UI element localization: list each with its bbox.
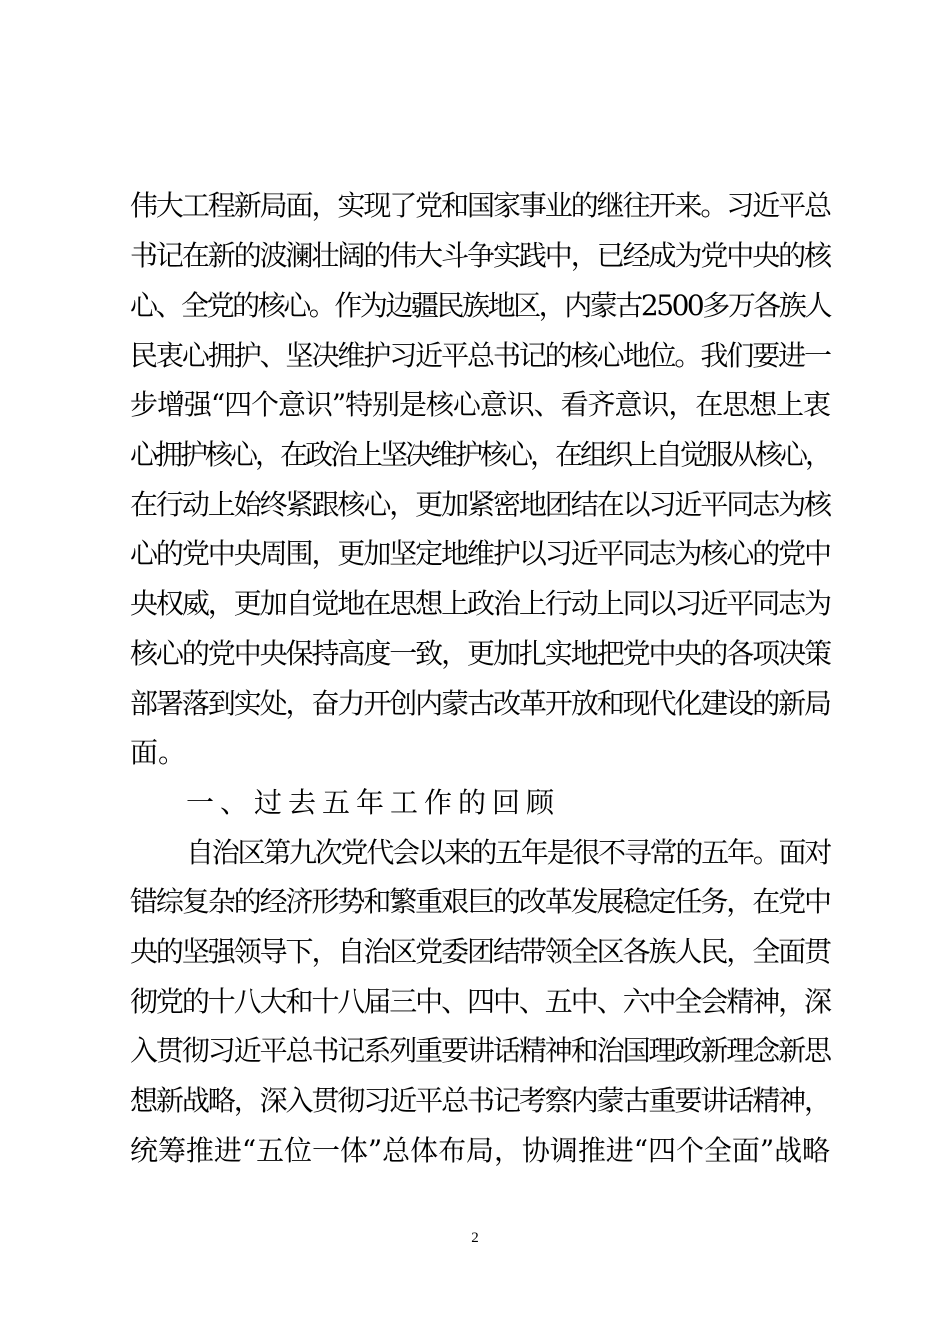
text-line: 心的党中央周围，更加坚定地维护以习近平同志为核心的党中 [130,537,830,570]
text-line: 央的坚强领导下，自治区党委团结带领全区各族人民，全面贯 [130,935,830,968]
text-line: 心拥护核心，在政治上坚决维护核心，在组织上自觉服从核心， [130,438,830,471]
text-line: 民衷心拥护、坚决维护习近平总书记的核心地位。我们要进一 [130,339,830,372]
page-number: 2 [471,1230,479,1246]
text-line: 想新战略，深入贯彻习近平总书记考察内蒙古重要讲话精神， [130,1084,830,1117]
text-line: 自治区第九次党代会以来的五年是很不寻常的五年。面对 [186,836,830,869]
section-heading: 一、过去五年工作的回顾 [186,786,561,819]
text-line: 央权威，更加自觉地在思想上政治上行动上同以习近平同志为 [130,587,830,620]
text-line: 伟大工程新局面，实现了党和国家事业的继往开来。习近平总 [130,189,830,222]
text-line: 入贯彻习近平总书记系列重要讲话精神和治国理政新理念新思 [130,1034,830,1067]
text-line: 在行动上始终紧跟核心，更加紧密地团结在以习近平同志为核 [130,488,830,521]
text-line: 彻党的十八大和十八届三中、四中、五中、六中全会精神，深 [130,985,830,1018]
text-line: 书记在新的波澜壮阔的伟大斗争实践中，已经成为党中央的核 [130,239,830,272]
text-line: 步增强“四个意识”特别是核心意识、看齐意识，在思想上衷 [130,388,830,421]
text-line: 面。 [130,736,187,769]
text-line: 心、全党的核心。作为边疆民族地区，内蒙古2500多万各族人 [130,289,830,322]
text-line: 部署落到实处，奋力开创内蒙古改革开放和现代化建设的新局 [130,687,830,720]
text-line: 错综复杂的经济形势和繁重艰巨的改革发展稳定任务，在党中 [130,885,830,918]
text-line: 统筹推进“五位一体”总体布局，协调推进“四个全面”战略 [130,1134,830,1167]
text-line: 核心的党中央保持高度一致，更加扎实地把党中央的各项决策 [130,637,830,670]
